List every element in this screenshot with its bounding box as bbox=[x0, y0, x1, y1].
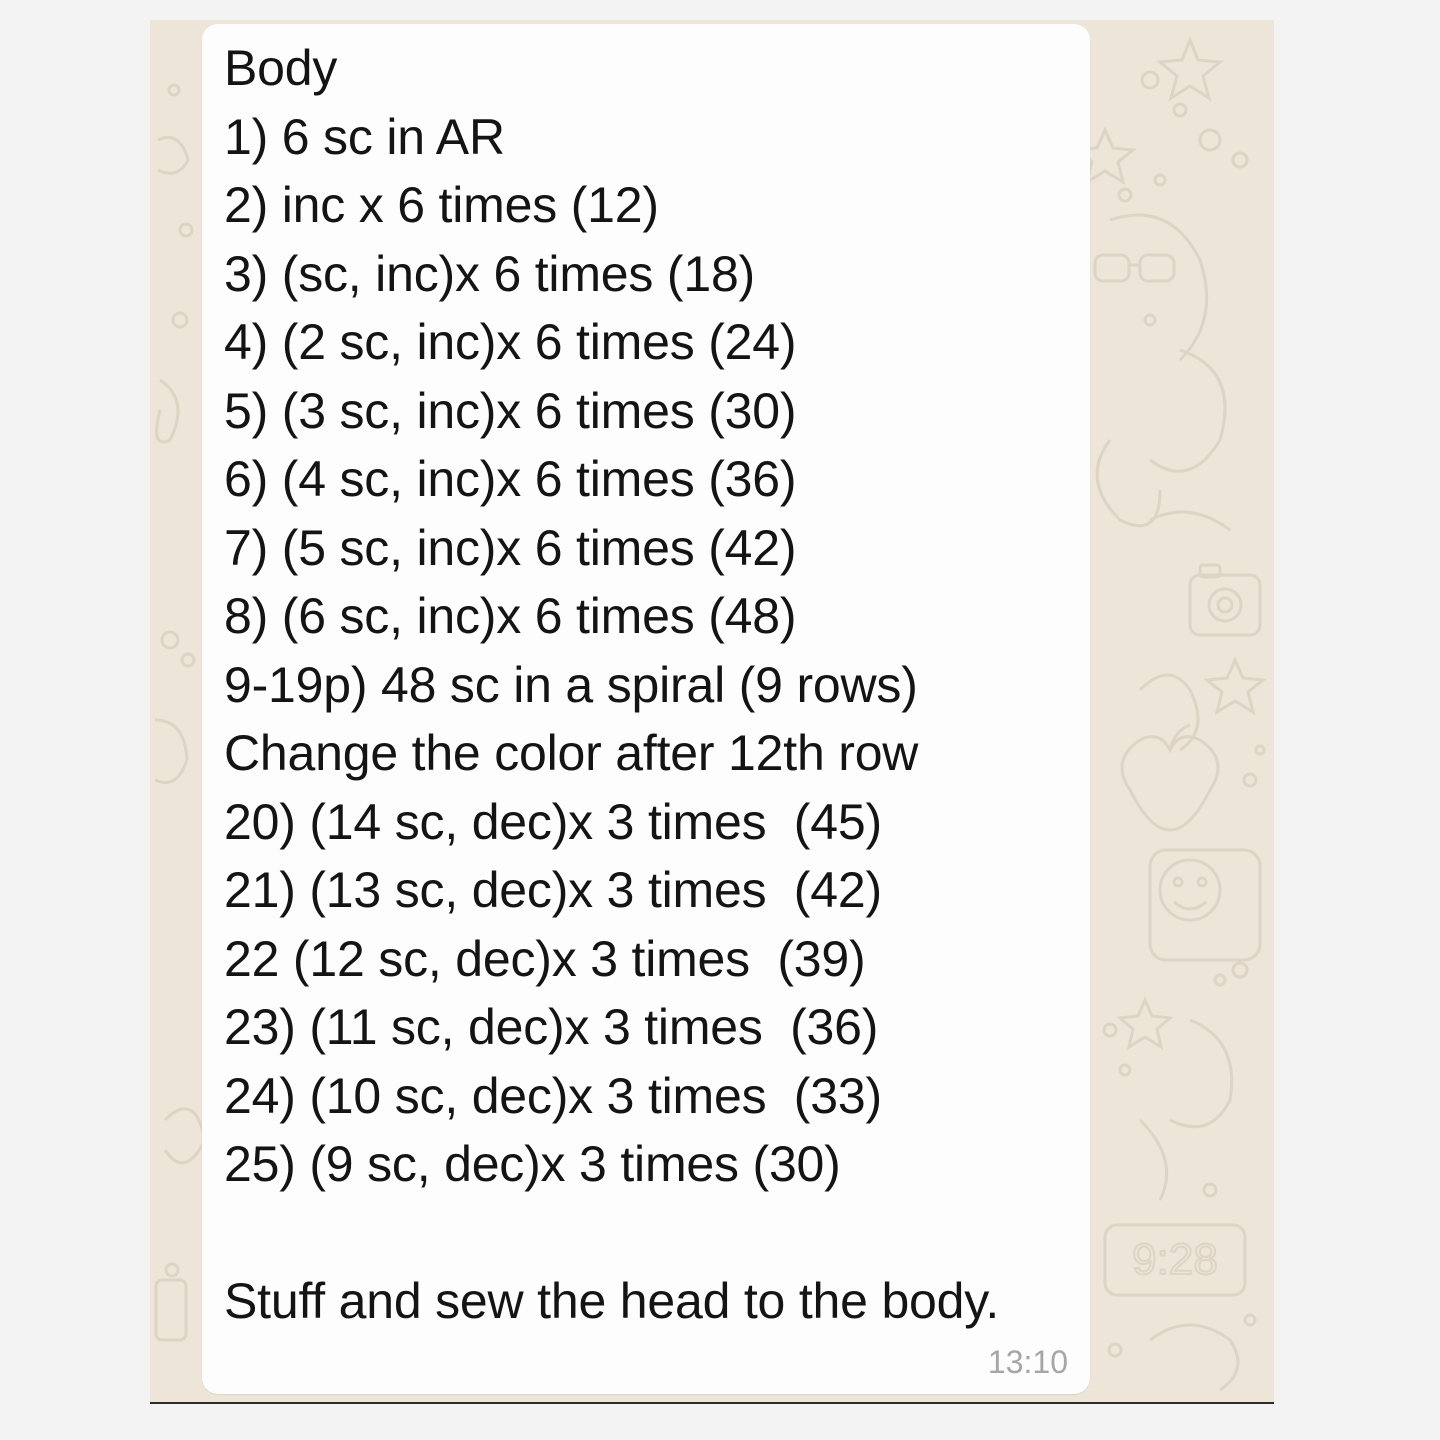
message-line: 21) (13 sc, dec)x 3 times (42) bbox=[224, 862, 882, 918]
emoji-face-icon bbox=[1160, 860, 1220, 920]
message-line: 24) (10 sc, dec)x 3 times (33) bbox=[224, 1067, 882, 1124]
message-line: 6) (4 sc, inc)x 6 times (36) bbox=[224, 451, 797, 507]
message-line: 9-19p) 48 sc in a spiral (9 rows) bbox=[224, 656, 918, 713]
message-line: 2) inc x 6 times (12) bbox=[224, 177, 659, 233]
message-line: 8) (6 sc, inc)x 6 times (48) bbox=[224, 588, 797, 644]
message-line: 7) (5 sc, inc)x 6 times (42) bbox=[224, 519, 797, 576]
shell-icon bbox=[158, 138, 188, 174]
message-line: Change the color after 12th row bbox=[224, 725, 919, 781]
message-line: 1) 6 sc in AR bbox=[224, 108, 505, 165]
message-line: Stuff and sew the head to the body. bbox=[224, 1273, 1000, 1329]
message-line: 4) (2 sc, inc)x 6 times (24) bbox=[224, 314, 797, 370]
sunglasses-icon bbox=[1095, 255, 1174, 281]
message-line: 25) (9 sc, dec)x 3 times (30) bbox=[224, 1136, 841, 1192]
message-timestamp: 13:10 bbox=[987, 1344, 1068, 1380]
message-line: 3) (sc, inc)x 6 times (18) bbox=[224, 245, 756, 302]
apple-icon bbox=[1122, 725, 1218, 830]
bubbles-icon bbox=[169, 85, 179, 95]
message-text bbox=[224, 34, 1084, 1336]
screen-bottom-edge bbox=[150, 1402, 1274, 1404]
message-line bbox=[224, 1199, 1084, 1268]
chat-screen bbox=[150, 20, 1274, 1402]
wallpaper-clock-text: 9:28 bbox=[1132, 1235, 1218, 1284]
camera-icon bbox=[1190, 565, 1260, 635]
star-icon bbox=[1160, 40, 1220, 98]
message-bubble[interactable] bbox=[202, 24, 1090, 1394]
message-line: 5) (3 sc, inc)x 6 times (30) bbox=[224, 382, 797, 439]
message-line: 23) (11 sc, dec)x 3 times (36) bbox=[224, 999, 879, 1055]
message-line: 20) (14 sc, dec)x 3 times (45) bbox=[224, 793, 882, 850]
message-line: Body bbox=[224, 40, 338, 96]
message-line: 22 (12 sc, dec)x 3 times (39) bbox=[224, 930, 866, 987]
